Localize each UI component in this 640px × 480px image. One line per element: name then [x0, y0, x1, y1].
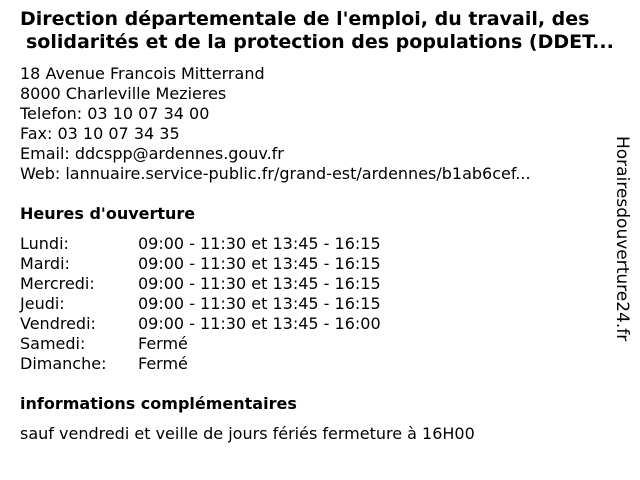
day-hours: 09:00 - 11:30 et 13:45 - 16:15 — [138, 234, 381, 253]
day-label: Samedi: — [20, 334, 86, 353]
day-hours: 09:00 - 11:30 et 13:45 - 16:15 — [138, 294, 381, 313]
day-label: Dimanche: — [20, 354, 107, 373]
day-hours: 09:00 - 11:30 et 13:45 - 16:15 — [138, 274, 381, 293]
hours-row-friday — [20, 314, 381, 334]
hours-row-saturday — [20, 334, 381, 354]
day-hours: Fermé — [138, 334, 188, 353]
hours-row-tuesday — [20, 254, 381, 274]
opening-hours-heading: Heures d'ouverture — [20, 204, 196, 223]
day-label: Mercredi: — [20, 274, 95, 293]
page-title-line-1: Direction départementale de l'emploi, du travail, des — [20, 8, 590, 30]
additional-info-heading: informations complémentaires — [20, 394, 297, 413]
day-hours: Fermé — [138, 354, 188, 373]
fax-number: Fax: 03 10 07 34 35 — [20, 124, 180, 143]
street-address: 18 Avenue Francois Mitterrand — [20, 64, 265, 83]
page-title — [20, 8, 620, 54]
phone-number: Telefon: 03 10 07 34 00 — [20, 104, 210, 123]
additional-info-text: sauf vendredi et veille de jours fériés fermeture à 16H00 — [20, 424, 475, 443]
website-link: Web: lannuaire.service-public.fr/grand-est/ardennes/b1ab6cef... — [20, 164, 531, 183]
day-label: Lundi: — [20, 234, 69, 253]
city-address: 8000 Charleville Mezieres — [20, 84, 227, 103]
hours-row-thursday — [20, 294, 381, 314]
page-title-line-2: solidarités et de la protection des populations (DDET... — [26, 31, 614, 53]
day-label: Vendredi: — [20, 314, 96, 333]
site-watermark: Horairesdouverture24.fr — [612, 136, 632, 342]
hours-row-wednesday — [20, 274, 381, 294]
opening-hours-table — [20, 234, 381, 374]
day-hours: 09:00 - 11:30 et 13:45 - 16:15 — [138, 254, 381, 273]
day-label: Jeudi: — [20, 294, 65, 313]
day-label: Mardi: — [20, 254, 70, 273]
hours-row-monday — [20, 234, 381, 254]
contact-block — [20, 64, 531, 184]
hours-row-sunday — [20, 354, 381, 374]
email-address: Email: ddcspp@ardennes.gouv.fr — [20, 144, 284, 163]
day-hours: 09:00 - 11:30 et 13:45 - 16:00 — [138, 314, 381, 333]
